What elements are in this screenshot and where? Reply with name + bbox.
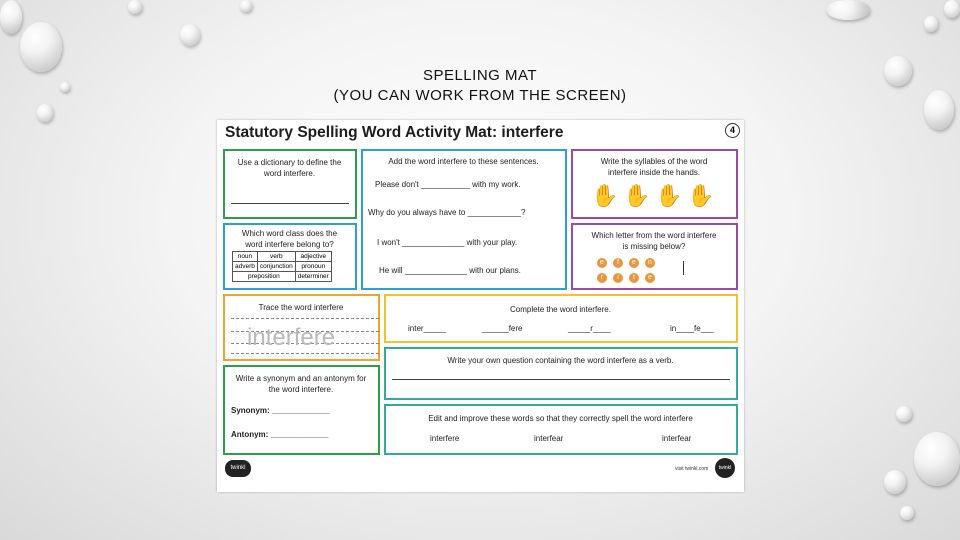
letter-tile: e — [645, 273, 655, 283]
sentences-box — [361, 149, 567, 290]
word-class-box — [223, 223, 357, 290]
word-class-instruction-2: word interfere belong to? — [245, 240, 334, 249]
missing-letter-instruction-2: is missing below? — [622, 242, 686, 251]
letter-tile: f — [613, 258, 623, 268]
edit-instruction: Edit and improve these words so that they correctly spell the word interfere — [428, 414, 693, 423]
sentence-2: Why do you always have to ____________? — [368, 208, 526, 217]
slide-title — [0, 66, 960, 106]
letter-tile: e — [629, 258, 639, 268]
sentence-4: He will ______________ with our plans. — [379, 266, 521, 275]
edit-word: interfear — [534, 434, 564, 443]
hand-icon: ✋ — [655, 183, 683, 208]
complete-instruction: Complete the word interfere. — [510, 305, 611, 314]
sentence-3: I won't ______________ with your play. — [377, 238, 518, 247]
antonym-line: Antonym: _____________ — [231, 430, 329, 439]
letter-tile: r — [597, 273, 607, 283]
twinkl-logo: twinkl — [225, 460, 251, 477]
water-drop-decoration — [900, 506, 914, 520]
edit-box — [384, 404, 738, 455]
question-box — [384, 347, 738, 400]
define-instruction-2: word interfere. — [263, 169, 316, 178]
water-drop-decoration — [128, 0, 142, 14]
word-class-table — [232, 251, 332, 282]
water-drop-decoration — [924, 16, 938, 32]
water-drop-decoration — [826, 0, 870, 20]
missing-letter-instruction-1: Which letter from the word interfere — [591, 231, 717, 240]
sentence-1: Please don't ___________ with my work. — [375, 180, 521, 189]
edit-word: interfear — [662, 434, 692, 443]
synonym-box — [223, 365, 380, 455]
water-drop-decoration — [37, 104, 53, 122]
trace-guide-line — [231, 318, 379, 319]
water-drop-decoration — [884, 470, 906, 494]
word-class-option[interactable]: verb — [257, 252, 295, 262]
letter-tile: t — [629, 273, 639, 283]
word-part: _____r____ — [568, 324, 611, 333]
word-class-option[interactable]: adjective — [295, 252, 331, 262]
trace-instruction: Trace the word interfere — [258, 303, 344, 312]
synonym-instruction-1: Write a synonym and an antonym for — [235, 374, 367, 383]
water-drop-decoration — [896, 406, 912, 422]
answer-cursor — [683, 261, 684, 275]
syllables-instruction-1: Write the syllables of the word — [600, 157, 708, 166]
complete-word-box — [384, 294, 738, 343]
edit-word: interfere — [430, 434, 460, 443]
trace-word: interfere — [247, 324, 336, 351]
word-class-option[interactable]: noun — [233, 252, 258, 262]
syllables-instruction-2: interfere inside the hands. — [607, 168, 701, 177]
answer-line — [392, 379, 730, 380]
water-drop-decoration — [0, 0, 22, 34]
word-class-option[interactable]: pronoun — [295, 262, 331, 272]
slide-title-line1: SPELLING MAT — [422, 67, 538, 84]
footer-text: visit twinkl.com — [675, 466, 709, 472]
answer-line — [231, 203, 349, 204]
trace-box — [223, 294, 380, 361]
activity-mat — [217, 120, 744, 492]
hand-icon: ✋ — [623, 183, 651, 208]
word-class-option[interactable]: adverb — [233, 262, 258, 272]
water-drop-decoration — [180, 24, 200, 46]
letter-tile: i — [613, 273, 623, 283]
water-drop-decoration — [944, 0, 960, 18]
question-instruction: Write your own question containing the word interfere as a verb. — [447, 356, 674, 365]
twinkl-badge-logo: twinkl — [715, 458, 735, 478]
slide-title-line2: (YOU CAN WORK FROM THE SCREEN) — [333, 87, 627, 104]
mat-number: 4 — [725, 123, 740, 138]
word-class-option[interactable]: determiner — [295, 272, 331, 282]
word-part: in____fe___ — [670, 324, 715, 333]
define-box — [223, 149, 357, 219]
word-class-option[interactable]: preposition — [233, 272, 296, 282]
synonym-instruction-2: the word interfere. — [268, 385, 334, 394]
hand-icon: ✋ — [687, 183, 715, 208]
define-instruction-1: Use a dictionary to define the — [237, 158, 342, 167]
word-class-option[interactable]: conjunction — [257, 262, 295, 272]
letter-tile: e — [597, 258, 607, 268]
word-part: ______fere — [482, 324, 523, 333]
word-part: inter_____ — [408, 324, 446, 333]
mat-title: Statutory Spelling Word Activity Mat: interfere — [225, 124, 564, 141]
letter-tile: n — [645, 258, 655, 268]
synonym-line: Synonym: _____________ — [231, 406, 330, 415]
syllables-box — [571, 149, 738, 219]
hand-icon: ✋ — [591, 183, 619, 208]
water-drop-decoration — [20, 22, 62, 72]
sentences-instruction: Add the word interfere to these sentences. — [388, 157, 539, 166]
water-drop-decoration — [240, 0, 252, 12]
word-class-instruction-1: Which word class does the — [241, 229, 338, 238]
missing-letter-box — [571, 223, 738, 290]
trace-guide-line — [231, 353, 379, 354]
water-drop-decoration — [914, 432, 960, 486]
